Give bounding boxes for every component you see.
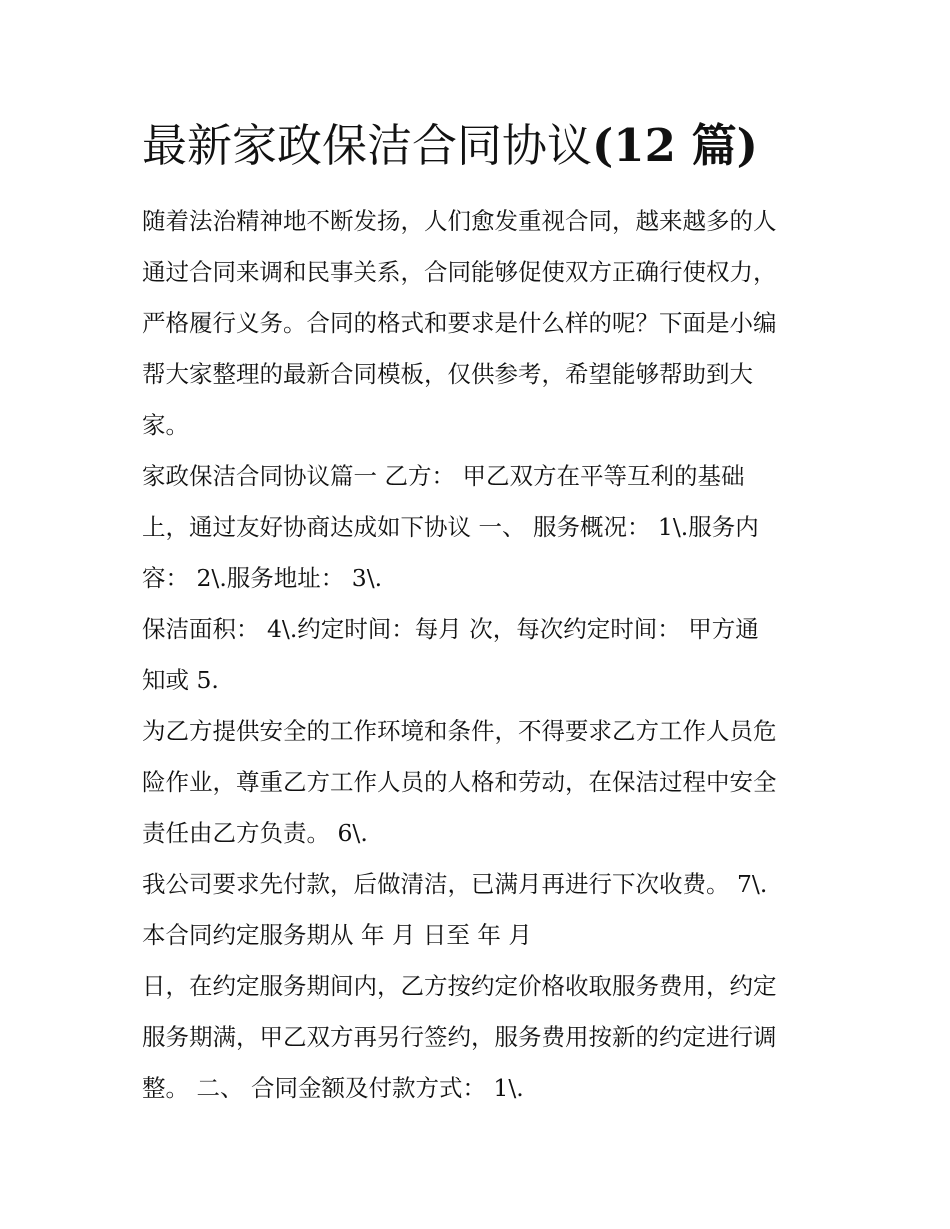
text-line: 服务期满，甲乙双方再另行签约，服务费用按新的约定进行调 — [142, 1023, 777, 1051]
text-line: 保洁面积： 4\.约定时间：每月 次，每次约定时间： 甲方通 — [142, 615, 759, 643]
document-body — [142, 196, 814, 1114]
text-line: 为乙方提供安全的工作环境和条件，不得要求乙方工作人员危 — [142, 717, 777, 745]
text-line: 家。 — [142, 411, 189, 439]
contract-paragraph — [142, 859, 814, 961]
text-line: 容： 2\.服务地址： 3\. — [142, 564, 383, 592]
text-line: 日，在约定服务期间内，乙方按约定价格收取服务费用，约定 — [142, 972, 777, 1000]
contract-paragraph — [142, 706, 814, 859]
contract-paragraph — [142, 961, 814, 1114]
title-text: 最新家政保洁合同协议 — [142, 119, 593, 172]
title-count: (12 篇) — [592, 119, 758, 172]
text-line: 险作业，尊重乙方工作人员的人格和劳动，在保洁过程中安全 — [142, 768, 777, 796]
text-line: 严格履行义务。合同的格式和要求是什么样的呢？下面是小编 — [142, 309, 777, 337]
contract-paragraph — [142, 451, 814, 604]
text-line: 帮大家整理的最新合同模板，仅供参考，希望能够帮助到大 — [142, 360, 753, 388]
text-line: 整。 二、 合同金额及付款方式： 1\. — [142, 1074, 524, 1102]
text-line: 本合同约定服务期从 年 月 日至 年 月 — [142, 921, 532, 949]
text-line: 通过合同来调和民事关系，合同能够促使双方正确行使权力， — [142, 258, 777, 286]
text-line: 我公司要求先付款，后做清洁，已满月再进行下次收费。 7\. — [142, 870, 768, 898]
text-line: 责任由乙方负责。 6\. — [142, 819, 368, 847]
contract-paragraph — [142, 604, 814, 706]
text-line: 知或 5. — [142, 666, 219, 694]
text-line: 家政保洁合同协议篇一 乙方： 甲乙双方在平等互利的基础 — [142, 462, 745, 490]
text-line: 随着法治精神地不断发扬，人们愈发重视合同，越来越多的人 — [142, 207, 777, 235]
intro-paragraph — [142, 196, 814, 451]
document-title — [142, 116, 842, 176]
text-line: 上，通过友好协商达成如下协议 一、 服务概况： 1\.服务内 — [142, 513, 759, 541]
